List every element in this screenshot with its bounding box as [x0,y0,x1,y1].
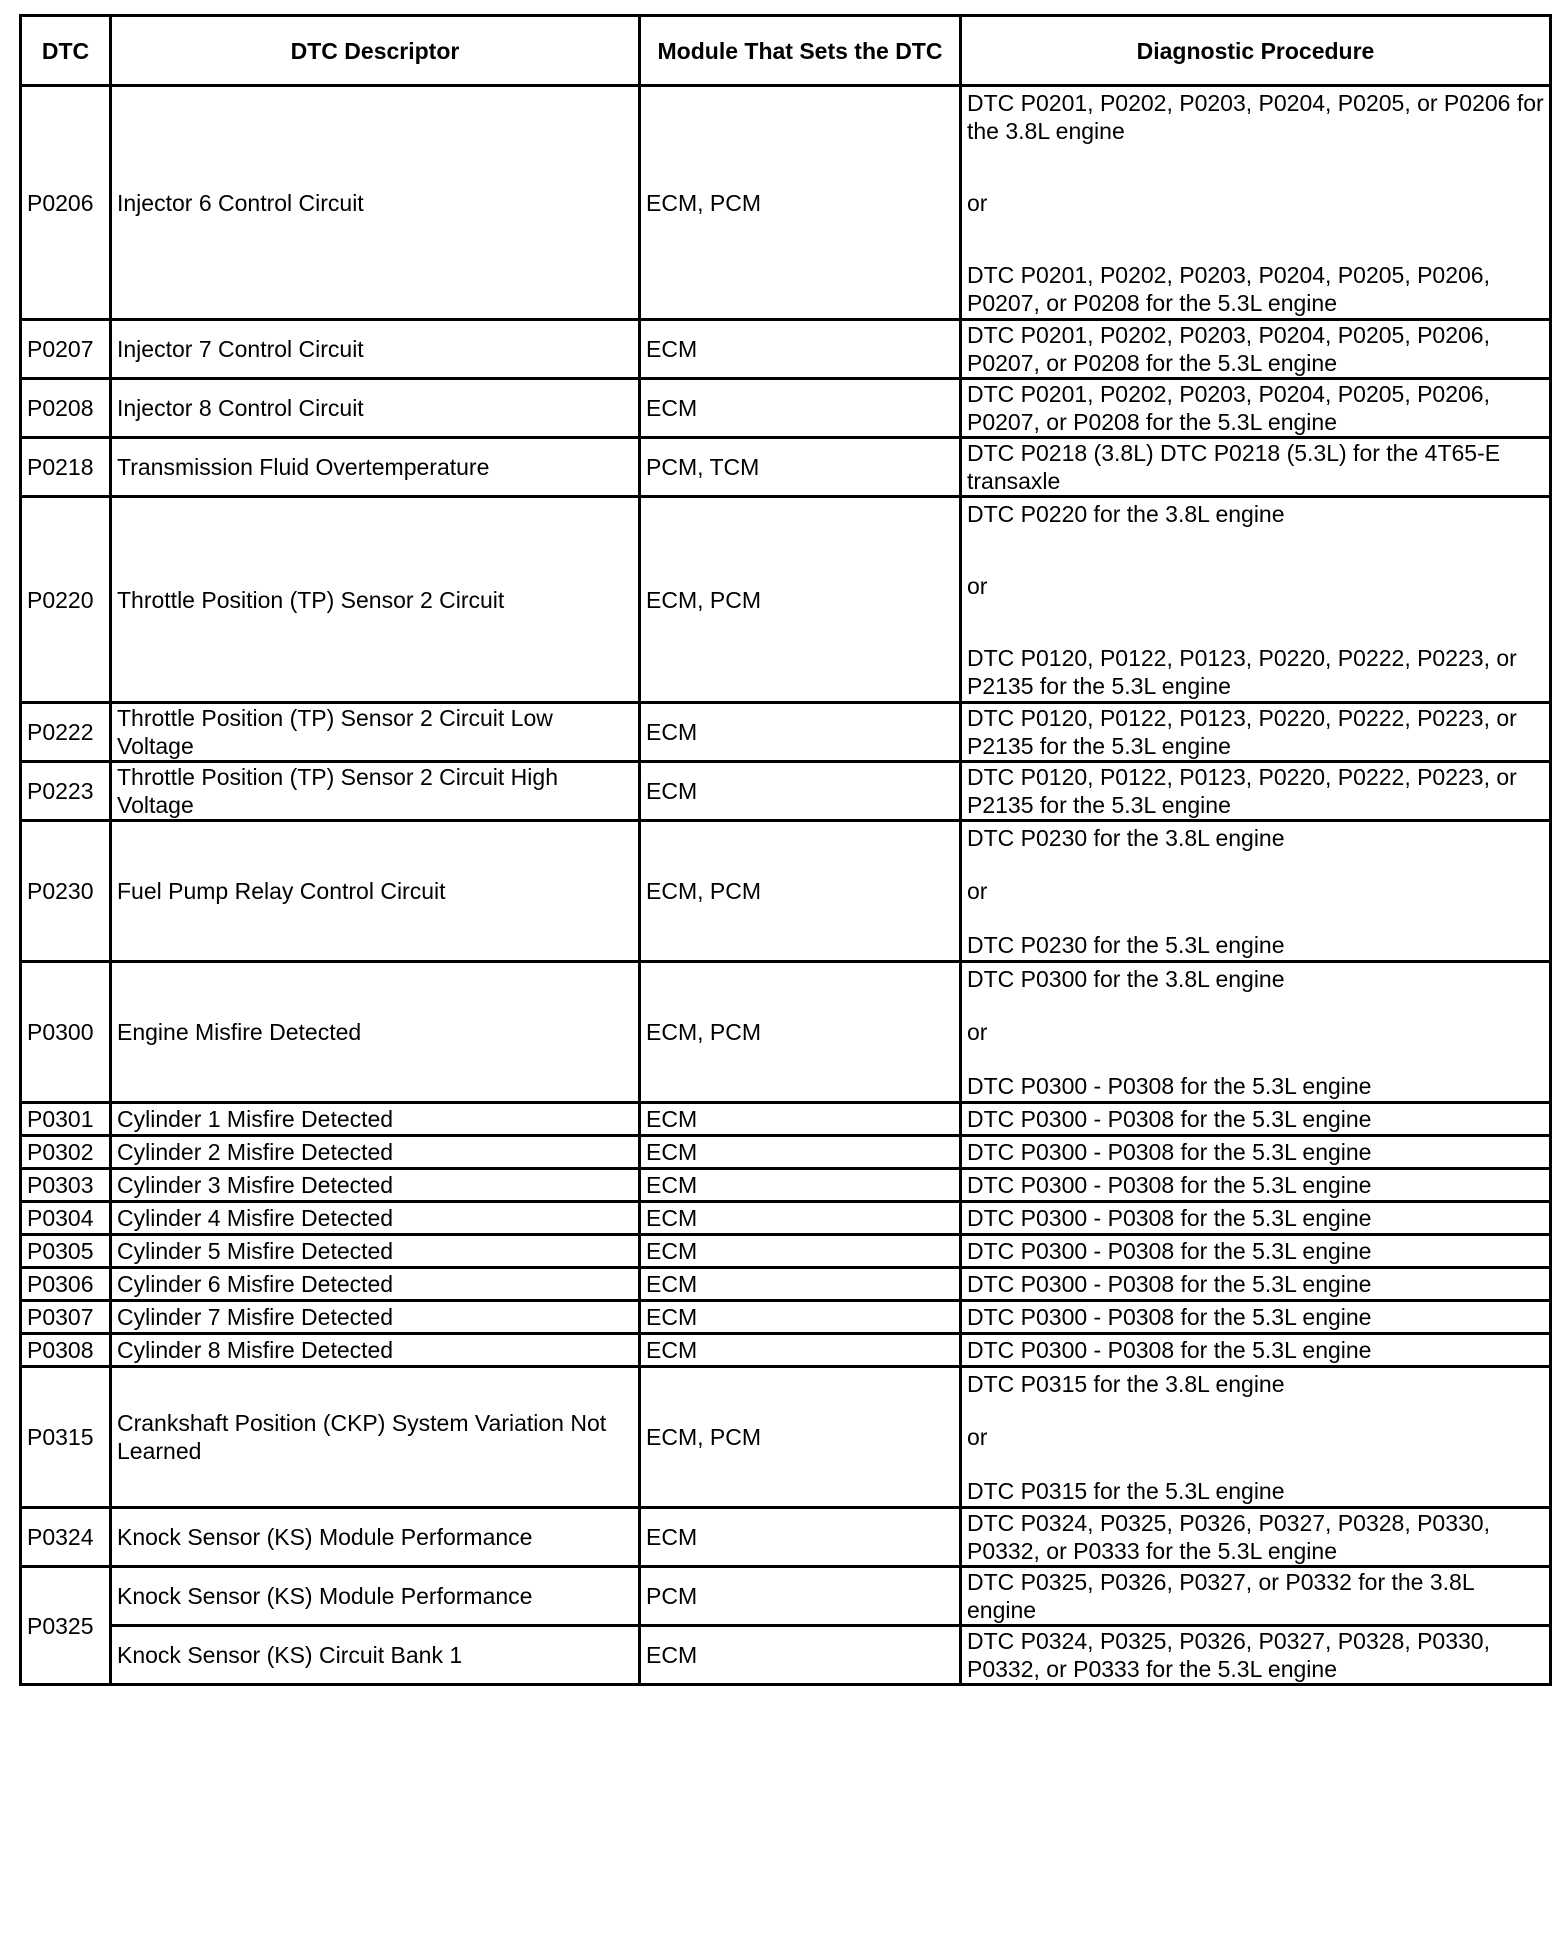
table-body [21,86,1551,1685]
table-row [21,1268,1551,1301]
module-cell: ECM [640,320,961,379]
header-dtc: DTC [21,16,111,86]
dtc-descriptor-cell: Throttle Position (TP) Sensor 2 Circuit Low Voltage [111,703,640,762]
procedure-line: DTC P0300 - P0308 for the 5.3L engine [967,1139,1372,1165]
procedure-line: DTC P0220 for the 3.8L engine [967,500,1285,527]
table-row [21,1202,1551,1235]
dtc-code-cell: P0304 [21,1202,111,1235]
procedure-or: or [967,1019,988,1045]
procedure-line: DTC P0120, P0122, P0123, P0220, P0222, P0223, or P2135 for the 5.3L engine [967,644,1517,699]
table-row [21,1334,1551,1367]
procedure-line: DTC P0315 for the 5.3L engine [967,1477,1285,1504]
module-cell: ECM, PCM [640,86,961,320]
dtc-descriptor-cell: Cylinder 7 Misfire Detected [111,1301,640,1334]
dtc-descriptor-cell: Throttle Position (TP) Sensor 2 Circuit [111,497,640,703]
table-row [21,1508,1551,1567]
dtc-code-cell: P0306 [21,1268,111,1301]
dtc-code-cell: P0208 [21,379,111,438]
procedure-line: DTC P0300 - P0308 for the 5.3L engine [967,1238,1372,1264]
procedure-cell [961,762,1551,821]
table-row [21,86,1551,320]
procedure-cell [961,1334,1551,1367]
procedure-line: DTC P0300 - P0308 for the 5.3L engine [967,1172,1372,1198]
dtc-descriptor-cell: Cylinder 3 Misfire Detected [111,1169,640,1202]
dtc-descriptor-cell: Injector 8 Control Circuit [111,379,640,438]
module-cell: ECM [640,762,961,821]
procedure-line: DTC P0201, P0202, P0203, P0204, P0205, or P0206 for the 3.8L engine [967,89,1544,144]
module-cell: ECM [640,379,961,438]
procedure-line: DTC P0120, P0122, P0123, P0220, P0222, P0223, or P2135 for the 5.3L engine [967,764,1517,818]
procedure-cell [961,1301,1551,1334]
procedure-cell [961,1626,1551,1685]
module-cell: ECM [640,703,961,762]
table-row [21,703,1551,762]
dtc-descriptor-cell: Throttle Position (TP) Sensor 2 Circuit High Voltage [111,762,640,821]
procedure-line: DTC P0201, P0202, P0203, P0204, P0205, P0206, P0207, or P0208 for the 5.3L engine [967,322,1490,376]
procedure-line: DTC P0300 - P0308 for the 5.3L engine [967,1072,1372,1099]
dtc-descriptor-cell: Injector 7 Control Circuit [111,320,640,379]
dtc-code-cell: P0308 [21,1334,111,1367]
procedure-cell [961,1235,1551,1268]
procedure-cell [961,320,1551,379]
table-row [21,379,1551,438]
procedure-cell [961,821,1551,962]
procedure-line: DTC P0201, P0202, P0203, P0204, P0205, P0206, P0207, or P0208 for the 5.3L engine [967,381,1490,435]
module-cell: ECM [640,1103,961,1136]
dtc-descriptor-cell: Fuel Pump Relay Control Circuit [111,821,640,962]
module-cell: ECM, PCM [640,962,961,1103]
procedure-line: DTC P0230 for the 5.3L engine [967,931,1285,958]
table-row [21,762,1551,821]
dtc-code-cell: P0207 [21,320,111,379]
table-row [21,1169,1551,1202]
module-cell: PCM, TCM [640,438,961,497]
dtc-descriptor-cell: Cylinder 1 Misfire Detected [111,1103,640,1136]
table-row [21,1301,1551,1334]
module-cell: ECM [640,1626,961,1685]
table-row [21,1367,1551,1508]
procedure-or: or [967,1424,988,1450]
procedure-line: DTC P0300 for the 3.8L engine [967,965,1285,992]
dtc-code-cell: P0222 [21,703,111,762]
procedure-line: DTC P0325, P0326, P0327, or P0332 for the 3.8L engine [967,1569,1474,1623]
dtc-code-cell: P0315 [21,1367,111,1508]
table-row [21,320,1551,379]
dtc-descriptor-cell: Transmission Fluid Overtemperature [111,438,640,497]
header-descriptor: DTC Descriptor [111,16,640,86]
procedure-line: DTC P0300 - P0308 for the 5.3L engine [967,1304,1372,1330]
procedure-cell [961,1103,1551,1136]
table-row [21,1136,1551,1169]
module-cell: ECM [640,1508,961,1567]
procedure-line: DTC P0300 - P0308 for the 5.3L engine [967,1271,1372,1297]
dtc-code-cell: P0230 [21,821,111,962]
header-procedure: Diagnostic Procedure [961,16,1551,86]
module-cell: ECM [640,1235,961,1268]
procedure-line: DTC P0324, P0325, P0326, P0327, P0328, P0330, P0332, or P0333 for the 5.3L engine [967,1510,1490,1564]
dtc-descriptor-cell: Cylinder 6 Misfire Detected [111,1268,640,1301]
procedure-cell [961,1136,1551,1169]
dtc-code-cell: P0305 [21,1235,111,1268]
module-cell: ECM, PCM [640,821,961,962]
dtc-descriptor-cell: Crankshaft Position (CKP) System Variation Not Learned [111,1367,640,1508]
dtc-descriptor-cell: Injector 6 Control Circuit [111,86,640,320]
table-row [21,497,1551,703]
procedure-cell [961,1202,1551,1235]
procedure-cell [961,1268,1551,1301]
dtc-descriptor-cell: Knock Sensor (KS) Module Performance [111,1567,640,1626]
module-cell: ECM [640,1202,961,1235]
header-module: Module That Sets the DTC [640,16,961,86]
procedure-line: DTC P0120, P0122, P0123, P0220, P0222, P0223, or P2135 for the 5.3L engine [967,705,1517,759]
procedure-line: DTC P0218 (3.8L) DTC P0218 (5.3L) for the 4T65-E transaxle [967,440,1501,494]
dtc-code-cell: P0307 [21,1301,111,1334]
table-row [21,1567,1551,1626]
dtc-descriptor-cell: Knock Sensor (KS) Circuit Bank 1 [111,1626,640,1685]
module-cell: ECM [640,1334,961,1367]
procedure-cell [961,703,1551,762]
procedure-line: DTC P0300 - P0308 for the 5.3L engine [967,1205,1372,1231]
module-cell: ECM [640,1136,961,1169]
procedure-line: DTC P0324, P0325, P0326, P0327, P0328, P0330, P0332, or P0333 for the 5.3L engine [967,1628,1490,1682]
table-header-row [21,16,1551,86]
procedure-line: DTC P0300 - P0308 for the 5.3L engine [967,1106,1372,1132]
procedure-line: DTC P0230 for the 3.8L engine [967,824,1285,851]
procedure-or: or [967,878,988,904]
module-cell: ECM, PCM [640,497,961,703]
module-cell: ECM [640,1301,961,1334]
dtc-code-cell: P0302 [21,1136,111,1169]
table-row [21,1235,1551,1268]
module-cell: ECM [640,1169,961,1202]
procedure-cell [961,962,1551,1103]
module-cell: ECM [640,1268,961,1301]
dtc-descriptor-cell: Cylinder 8 Misfire Detected [111,1334,640,1367]
dtc-descriptor-cell: Engine Misfire Detected [111,962,640,1103]
module-cell: PCM [640,1567,961,1626]
module-cell: ECM, PCM [640,1367,961,1508]
dtc-code-cell: P0300 [21,962,111,1103]
dtc-table [19,14,1552,1686]
dtc-code-cell: P0325 [21,1567,111,1685]
dtc-code-cell: P0220 [21,497,111,703]
dtc-code-cell: P0303 [21,1169,111,1202]
dtc-descriptor-cell: Cylinder 2 Misfire Detected [111,1136,640,1169]
procedure-or: or [967,189,988,216]
dtc-descriptor-cell: Cylinder 5 Misfire Detected [111,1235,640,1268]
procedure-cell [961,1367,1551,1508]
procedure-cell [961,86,1551,320]
procedure-cell [961,1508,1551,1567]
procedure-cell [961,438,1551,497]
dtc-code-cell: P0324 [21,1508,111,1567]
dtc-code-cell: P0218 [21,438,111,497]
dtc-code-cell: P0206 [21,86,111,320]
procedure-cell [961,1567,1551,1626]
procedure-cell [961,379,1551,438]
dtc-code-cell: P0301 [21,1103,111,1136]
procedure-line: DTC P0300 - P0308 for the 5.3L engine [967,1337,1372,1363]
table-row [21,1626,1551,1685]
procedure-or: or [967,572,988,599]
procedure-line: DTC P0315 for the 3.8L engine [967,1370,1285,1397]
procedure-cell [961,497,1551,703]
table-row [21,438,1551,497]
dtc-descriptor-cell: Knock Sensor (KS) Module Performance [111,1508,640,1567]
procedure-cell [961,1169,1551,1202]
table-row [21,821,1551,962]
table-row [21,962,1551,1103]
table-row [21,1103,1551,1136]
dtc-code-cell: P0223 [21,762,111,821]
dtc-descriptor-cell: Cylinder 4 Misfire Detected [111,1202,640,1235]
procedure-line: DTC P0201, P0202, P0203, P0204, P0205, P0206, P0207, or P0208 for the 5.3L engine [967,261,1490,316]
